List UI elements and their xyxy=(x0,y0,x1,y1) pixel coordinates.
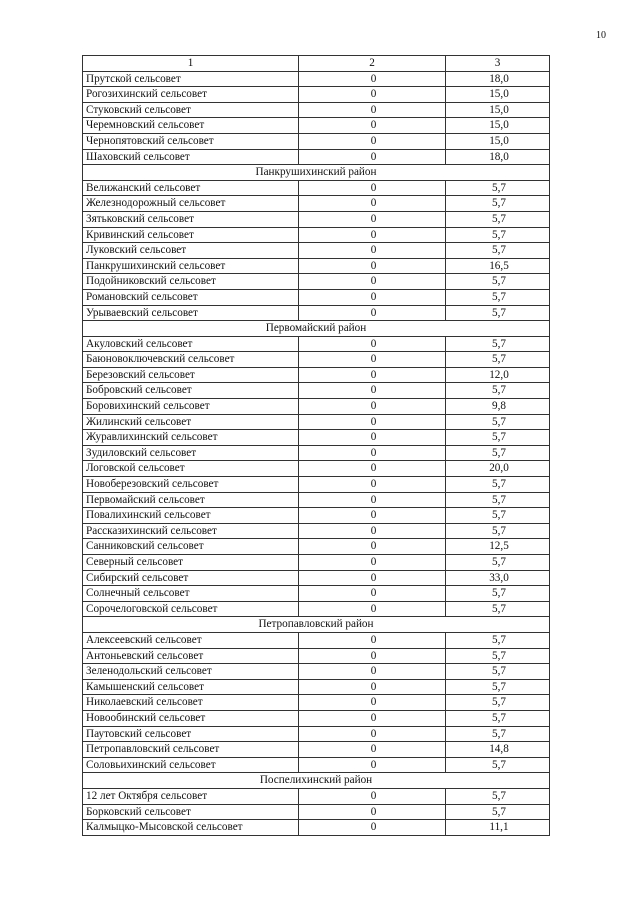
table-row xyxy=(83,274,550,290)
value-column-3: 18,0 xyxy=(446,71,550,87)
table-row xyxy=(83,227,550,243)
value-column-2: 0 xyxy=(299,757,446,773)
settlement-name: Николаевский сельсовет xyxy=(83,695,299,711)
value-column-2: 0 xyxy=(299,539,446,555)
value-column-3: 18,0 xyxy=(446,149,550,165)
value-column-2: 0 xyxy=(299,196,446,212)
value-column-2: 0 xyxy=(299,87,446,103)
value-column-3: 5,7 xyxy=(446,523,550,539)
table-row xyxy=(83,742,550,758)
value-column-3: 20,0 xyxy=(446,461,550,477)
value-column-3: 5,7 xyxy=(446,632,550,648)
value-column-2: 0 xyxy=(299,71,446,87)
table-row xyxy=(83,601,550,617)
value-column-3: 5,7 xyxy=(446,586,550,602)
table-row xyxy=(83,555,550,571)
value-column-3: 15,0 xyxy=(446,87,550,103)
value-column-2: 0 xyxy=(299,445,446,461)
settlement-name: Подойниковский сельсовет xyxy=(83,274,299,290)
settlement-name: Прутской сельсовет xyxy=(83,71,299,87)
district-header-row xyxy=(83,321,550,337)
settlement-name: Рогозихинский сельсовет xyxy=(83,87,299,103)
value-column-3: 12,5 xyxy=(446,539,550,555)
table-row xyxy=(83,508,550,524)
settlement-name: Стуковский сельсовет xyxy=(83,102,299,118)
table-row xyxy=(83,757,550,773)
settlement-name: Луковский сельсовет xyxy=(83,243,299,259)
value-column-2: 0 xyxy=(299,508,446,524)
value-column-2: 0 xyxy=(299,555,446,571)
value-column-3: 5,7 xyxy=(446,352,550,368)
table-row xyxy=(83,820,550,836)
table-row xyxy=(83,243,550,259)
value-column-3: 15,0 xyxy=(446,102,550,118)
table-row xyxy=(83,71,550,87)
district-header-row xyxy=(83,617,550,633)
settlement-name: Романовский сельсовет xyxy=(83,289,299,305)
settlement-name: Урываевский сельсовет xyxy=(83,305,299,321)
value-column-2: 0 xyxy=(299,679,446,695)
settlement-name: Повалихинский сельсовет xyxy=(83,508,299,524)
settlement-name: Камышенский сельсовет xyxy=(83,679,299,695)
value-column-3: 5,7 xyxy=(446,196,550,212)
settlement-name: Рассказихинский сельсовет xyxy=(83,523,299,539)
table-row xyxy=(83,648,550,664)
settlement-name: Логовской сельсовет xyxy=(83,461,299,477)
value-column-2: 0 xyxy=(299,788,446,804)
settlement-name: Калмыцко-Мысовской сельсовет xyxy=(83,820,299,836)
value-column-3: 5,7 xyxy=(446,289,550,305)
value-column-3: 16,5 xyxy=(446,258,550,274)
value-column-2: 0 xyxy=(299,149,446,165)
value-column-2: 0 xyxy=(299,430,446,446)
table-row xyxy=(83,695,550,711)
table-row xyxy=(83,211,550,227)
settlement-name: Березовский сельсовет xyxy=(83,367,299,383)
value-column-2: 0 xyxy=(299,710,446,726)
allocation-table xyxy=(82,55,550,836)
value-column-3: 5,7 xyxy=(446,710,550,726)
value-column-3: 5,7 xyxy=(446,788,550,804)
value-column-3: 5,7 xyxy=(446,477,550,493)
value-column-2: 0 xyxy=(299,274,446,290)
settlement-name: Борковский сельсовет xyxy=(83,804,299,820)
settlement-name: Первомайский сельсовет xyxy=(83,492,299,508)
settlement-name: 12 лет Октября сельсовет xyxy=(83,788,299,804)
table-row xyxy=(83,399,550,415)
table-row xyxy=(83,180,550,196)
district-title: Петропавловский район xyxy=(83,617,550,633)
settlement-name: Новоберезовский сельсовет xyxy=(83,477,299,493)
value-column-3: 5,7 xyxy=(446,664,550,680)
table-row xyxy=(83,289,550,305)
table-row xyxy=(83,539,550,555)
value-column-3: 5,7 xyxy=(446,180,550,196)
table-row xyxy=(83,664,550,680)
value-column-3: 5,7 xyxy=(446,695,550,711)
value-column-2: 0 xyxy=(299,742,446,758)
settlement-name: Железнодорожный сельсовет xyxy=(83,196,299,212)
value-column-2: 0 xyxy=(299,586,446,602)
value-column-2: 0 xyxy=(299,336,446,352)
value-column-2: 0 xyxy=(299,133,446,149)
settlement-name: Акуловский сельсовет xyxy=(83,336,299,352)
value-column-2: 0 xyxy=(299,180,446,196)
table-row xyxy=(83,87,550,103)
value-column-3: 33,0 xyxy=(446,570,550,586)
settlement-name: Паутовский сельсовет xyxy=(83,726,299,742)
settlement-name: Черемновский сельсовет xyxy=(83,118,299,134)
value-column-2: 0 xyxy=(299,601,446,617)
table-row xyxy=(83,133,550,149)
table-row xyxy=(83,430,550,446)
value-column-2: 0 xyxy=(299,352,446,368)
table-row xyxy=(83,367,550,383)
value-column-3: 5,7 xyxy=(446,383,550,399)
settlement-name: Петропавловский сельсовет xyxy=(83,742,299,758)
value-column-2: 0 xyxy=(299,648,446,664)
value-column-2: 0 xyxy=(299,664,446,680)
value-column-2: 0 xyxy=(299,399,446,415)
value-column-2: 0 xyxy=(299,820,446,836)
table-row xyxy=(83,445,550,461)
table-row xyxy=(83,352,550,368)
settlement-name: Зятьковский сельсовет xyxy=(83,211,299,227)
settlement-name: Новообинский сельсовет xyxy=(83,710,299,726)
table-row xyxy=(83,570,550,586)
value-column-3: 12,0 xyxy=(446,367,550,383)
value-column-3: 5,7 xyxy=(446,804,550,820)
table-row xyxy=(83,414,550,430)
settlement-name: Баюновоключевский сельсовет xyxy=(83,352,299,368)
table-row xyxy=(83,383,550,399)
settlement-name: Антоньевский сельсовет xyxy=(83,648,299,664)
district-title: Поспелихинский район xyxy=(83,773,550,789)
value-column-3: 9,8 xyxy=(446,399,550,415)
settlement-name: Панкрушихинский сельсовет xyxy=(83,258,299,274)
value-column-3: 5,7 xyxy=(446,414,550,430)
table-row xyxy=(83,788,550,804)
settlement-name: Соловьихинский сельсовет xyxy=(83,757,299,773)
value-column-3: 5,7 xyxy=(446,726,550,742)
table-row xyxy=(83,118,550,134)
value-column-2: 0 xyxy=(299,492,446,508)
column-header-2: 2 xyxy=(299,56,446,72)
settlement-name: Зеленодольский сельсовет xyxy=(83,664,299,680)
value-column-2: 0 xyxy=(299,570,446,586)
settlement-name: Журавлихинский сельсовет xyxy=(83,430,299,446)
settlement-name: Сорочелоговской сельсовет xyxy=(83,601,299,617)
column-header-row xyxy=(83,56,550,72)
table-row xyxy=(83,477,550,493)
page-number: 10 xyxy=(596,30,606,41)
value-column-3: 5,7 xyxy=(446,243,550,259)
table-row xyxy=(83,804,550,820)
value-column-2: 0 xyxy=(299,477,446,493)
value-column-3: 15,0 xyxy=(446,133,550,149)
settlement-name: Северный сельсовет xyxy=(83,555,299,571)
value-column-2: 0 xyxy=(299,102,446,118)
table-row xyxy=(83,679,550,695)
value-column-3: 5,7 xyxy=(446,227,550,243)
value-column-3: 5,7 xyxy=(446,211,550,227)
value-column-3: 11,1 xyxy=(446,820,550,836)
value-column-2: 0 xyxy=(299,632,446,648)
value-column-2: 0 xyxy=(299,695,446,711)
settlement-name: Чернопятовский сельсовет xyxy=(83,133,299,149)
value-column-3: 5,7 xyxy=(446,492,550,508)
settlement-name: Алексеевский сельсовет xyxy=(83,632,299,648)
column-header-3: 3 xyxy=(446,56,550,72)
value-column-3: 5,7 xyxy=(446,601,550,617)
settlement-name: Боровихинский сельсовет xyxy=(83,399,299,415)
value-column-2: 0 xyxy=(299,523,446,539)
value-column-2: 0 xyxy=(299,383,446,399)
settlement-name: Шаховский сельсовет xyxy=(83,149,299,165)
settlement-name: Санниковский сельсовет xyxy=(83,539,299,555)
value-column-3: 5,7 xyxy=(446,679,550,695)
table-row xyxy=(83,196,550,212)
value-column-2: 0 xyxy=(299,118,446,134)
value-column-3: 14,8 xyxy=(446,742,550,758)
value-column-2: 0 xyxy=(299,289,446,305)
value-column-3: 5,7 xyxy=(446,555,550,571)
value-column-2: 0 xyxy=(299,414,446,430)
settlement-name: Зудиловский сельсовет xyxy=(83,445,299,461)
district-title: Первомайский район xyxy=(83,321,550,337)
value-column-2: 0 xyxy=(299,211,446,227)
table-row xyxy=(83,258,550,274)
value-column-3: 5,7 xyxy=(446,305,550,321)
settlement-name: Сибирский сельсовет xyxy=(83,570,299,586)
settlement-name: Жилинский сельсовет xyxy=(83,414,299,430)
value-column-2: 0 xyxy=(299,461,446,477)
table-row xyxy=(83,492,550,508)
value-column-3: 5,7 xyxy=(446,336,550,352)
table-row xyxy=(83,461,550,477)
district-header-row xyxy=(83,165,550,181)
value-column-3: 5,7 xyxy=(446,430,550,446)
value-column-2: 0 xyxy=(299,243,446,259)
table-row xyxy=(83,149,550,165)
settlement-name: Велижанский сельсовет xyxy=(83,180,299,196)
value-column-2: 0 xyxy=(299,726,446,742)
table-row xyxy=(83,710,550,726)
table-row xyxy=(83,336,550,352)
district-header-row xyxy=(83,773,550,789)
table-row xyxy=(83,305,550,321)
value-column-3: 5,7 xyxy=(446,508,550,524)
settlement-name: Бобровский сельсовет xyxy=(83,383,299,399)
settlement-name: Солнечный сельсовет xyxy=(83,586,299,602)
table-row xyxy=(83,102,550,118)
settlement-name: Кривинский сельсовет xyxy=(83,227,299,243)
value-column-2: 0 xyxy=(299,367,446,383)
value-column-3: 15,0 xyxy=(446,118,550,134)
column-header-1: 1 xyxy=(83,56,299,72)
table-row xyxy=(83,586,550,602)
value-column-2: 0 xyxy=(299,258,446,274)
table-row xyxy=(83,632,550,648)
value-column-3: 5,7 xyxy=(446,445,550,461)
value-column-2: 0 xyxy=(299,305,446,321)
value-column-2: 0 xyxy=(299,804,446,820)
district-title: Панкрушихинский район xyxy=(83,165,550,181)
table-row xyxy=(83,523,550,539)
value-column-3: 5,7 xyxy=(446,757,550,773)
value-column-3: 5,7 xyxy=(446,274,550,290)
value-column-2: 0 xyxy=(299,227,446,243)
value-column-3: 5,7 xyxy=(446,648,550,664)
table-row xyxy=(83,726,550,742)
